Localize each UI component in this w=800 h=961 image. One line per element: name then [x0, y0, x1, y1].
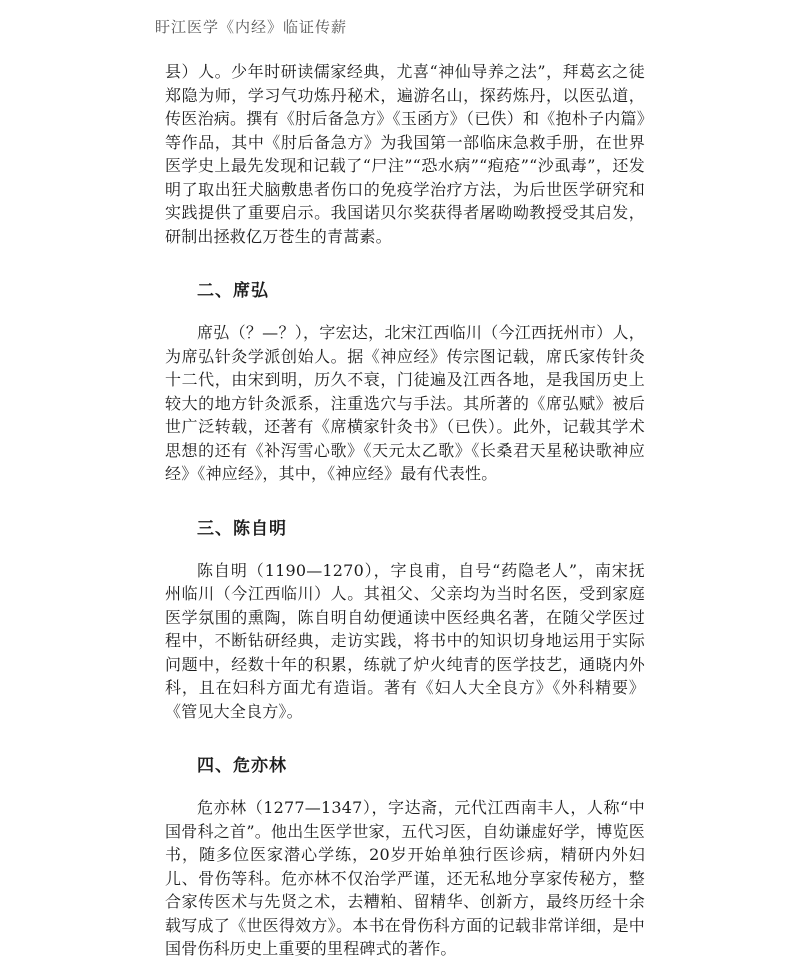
section-paragraph-chen-ziming: 陈自明（1190—1270），字良甫，自号“药隐老人”，南宋抚州临川（今江西临川）人。其祖父、父亲均为当时名医，受到家庭医学氛围的熏陶，陈自明自幼便通读中医经典名著，在随父学医过程中，不断钻研经典，走访实践，将书中的知识切身地运用于实际问题中，经数十年的积累，练就了炉火纯青的医学技艺，通晓内外科，且在妇科方面尤有造诣。著有《妇人大全良方》《外科精要》《管见大全良方》。	[165, 560, 645, 721]
running-header: 盱江医学《内经》临证传薪	[155, 18, 348, 36]
section-title-xi-hong: 二、席弘	[197, 281, 269, 301]
section-title-wei-yilin: 四、危亦林	[197, 756, 287, 776]
section-paragraph-xi-hong: 席弘（？—？），字宏达，北宋江西临川（今江西抚州市）人，为席弘针灸学派创始人。据《神应经》传宗图记载，席氏家传针灸十二代，由宋到明，历久不衰，门徒遍及江西各地，是我国历史上较大的地方针灸派系，注重选穴与手法。其所著的《席弘赋》被后世广泛转载，还著有《席横家针灸书》（已佚）。此外，记载其学术思想的还有《补泻雪心歌》《天元太乙歌》《长桑君天星秘诀歌神应经》《神应经》，其中，《神应经》最有代表性。	[165, 323, 645, 483]
section-title-chen-ziming: 三、陈自明	[197, 518, 287, 539]
page-body	[165, 60, 645, 961]
continuation-paragraph: 县）人。少年时研读儒家经典，尤喜“神仙导养之法”，拜葛玄之徒郑隐为师，学习气功炼丹秘术，遍游名山，探药炼丹，以医弘道，传医治病。撰有《肘后备急方》《玉函方》（已佚）和《抱朴子内篇》等作品，其中《肘后备急方》为我国第一部临床急救手册，在世界医学史上最先发现和记载了“尸注”“恐水病”“疱疮”“沙虱毒”，还发明了取出狂犬脑敷患者伤口的免疫学治疗方法，为后世医学研究和实践提供了重要启示。我国诺贝尔奖获得者屠呦呦教授受其启发，研制出拯救亿万苍生的青蒿素。	[165, 62, 645, 246]
section-paragraph-wei-yilin: 危亦林（1277—1347），字达斋，元代江西南丰人，人称“中国骨科之首”。他出生医学世家，五代习医，自幼谦虚好学，博览医书，随多位医家潜心学练，20岁开始单独行医诊病，精研内外妇儿、骨伤等科。危亦林不仅治学严谨，还无私地分享家传秘方，整合家传医术与先贤之术，去糟粕、留精华、创新方，最终历经十余载写成了《世医得效方》。本书在骨伤科方面的记载非常详细，是中国骨伤科历史上重要的里程碑式的著作。	[165, 798, 645, 958]
